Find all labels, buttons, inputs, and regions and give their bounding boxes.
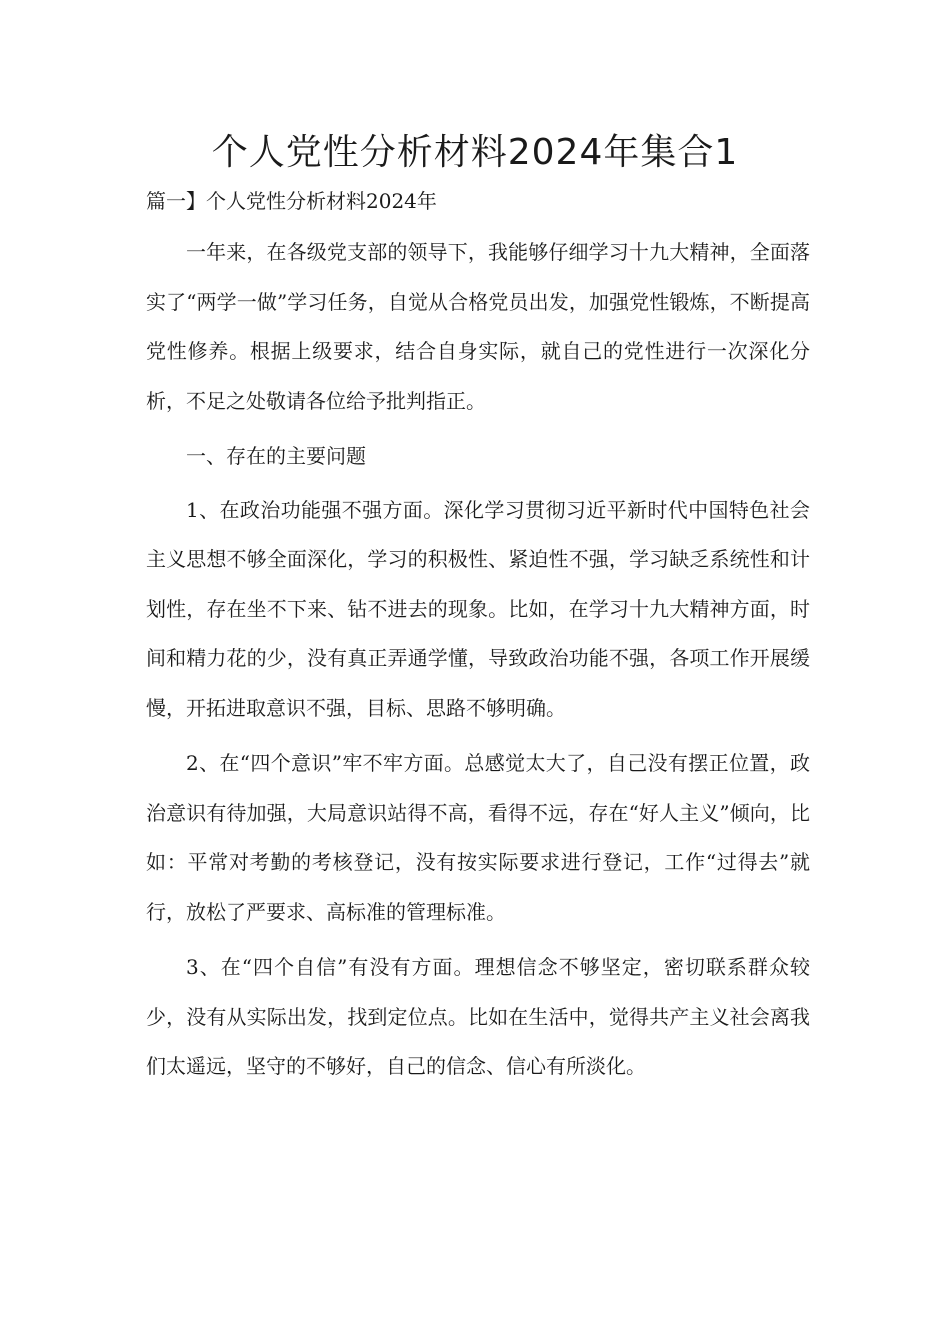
problem-3-paragraph: 3、在“四个自信”有没有方面。理想信念不够坚定，密切联系群众较少，没有从实际出发，找到定位点。比如在生活中，觉得共产主义社会离我们太遥远，坚守的不够好，自己的信念、信心有所淡化。 xyxy=(146,955,810,1078)
document-title: 个人党性分析材料2024年集合1 xyxy=(211,132,739,173)
document-body xyxy=(146,228,810,1098)
intro-paragraph: 一年来，在各级党支部的领导下，我能够仔细学习十九大精神，全面落实了“两学一做”学习任务，自觉从合格党员出发，加强党性锻炼，不断提高党性修养。根据上级要求，结合自身实际，就自己的党性进行一次深化分析，不足之处敬请各位给予批判指正。 xyxy=(146,240,810,413)
problem-2-paragraph: 2、在“四个意识”牢不牢方面。总感觉太大了，自己没有摆正位置，政治意识有待加强，大局意识站得不高，看得不远，存在“好人主义”倾向，比如：平常对考勤的考核登记，没有按实际要求进行登记，工作“过得去”就行，放松了严要求、高标准的管理标准。 xyxy=(146,751,810,924)
section-heading: 篇一】个人党性分析材料2024年 xyxy=(146,189,437,213)
problems-heading: 一、存在的主要问题 xyxy=(186,444,366,468)
problem-1-paragraph: 1、在政治功能强不强方面。深化学习贯彻习近平新时代中国特色社会主义思想不够全面深化，学习的积极性、紧迫性不强，学习缺乏系统性和计划性，存在坐不下来、钻不进去的现象。比如，在学习十九大精神方面，时间和精力花的少，没有真正弄通学懂，导致政治功能不强，各项工作开展缓慢，开拓进取意识不强，目标、思路不够明确。 xyxy=(146,497,810,720)
